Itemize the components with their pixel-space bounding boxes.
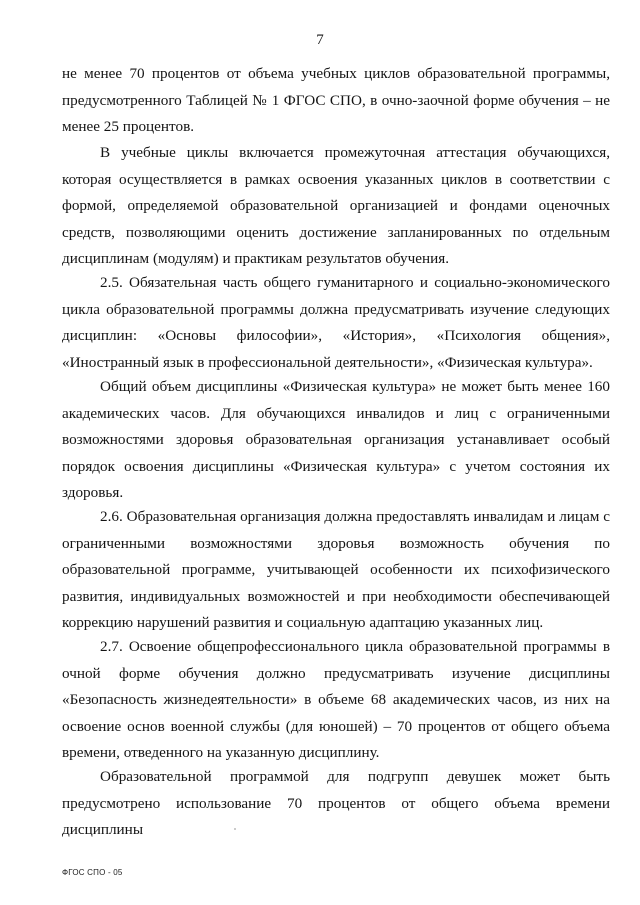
paragraph-text: не менее 70 процентов от объема учебных циклов образовательной программы, предусмотренного Таблицей № 1 ФГОС СПО, в очно-заочной форме обучения – не менее 25 процентов. [62,65,610,136]
footer-doc-code: ФГОС СПО - 05 [62,868,123,877]
paragraph-text: Образовательной программой для подгрупп девушек может быть предусмотрено использование 70 процентов от общего объема времени дисциплины [62,768,610,839]
paragraph-girls-subgroups [62,764,610,844]
paragraph-text: Общий объем дисциплины «Физическая культура» не может быть менее 160 академических часов. Для обучающихся инвалидов и лиц с ограниченными возможностями здоровья образовательная организация устанавливает особый порядок освоения дисциплины «Физическая культура» с учетом состояния их здоровья. [62,378,610,502]
paragraph-2-6 [62,504,610,637]
page-number: 7 [316,32,324,48]
scan-speck [234,828,236,830]
paragraph-2-7 [62,634,610,767]
paragraph-continuation [62,61,610,141]
paragraph-text: 2.6. Образовательная организация должна предоставлять инвалидам и лицам с ограниченными возможностями здоровья возможность обучения по образовательной программе, учитывающей особенности их психофизического развития, индивидуальных возможностей и при необходимости обеспечивающей коррекцию нарушений развития и социальную адаптацию указанных лиц. [62,508,610,632]
paragraph-text: В учебные циклы включается промежуточная аттестация обучающихся, которая осуществляется в рамках освоения указанных циклов в соответствии с формой, определяемой образовательной организацией и фондами оценочных средств, позволяющими оценить достижение запланированных по отдельным дисциплинам (модулям) и практикам результатов обучения. [62,144,610,268]
paragraph-text: 2.7. Освоение общепрофессионального цикла образовательной программы в очной форме обучения должно предусматривать изучение дисциплины «Безопасность жизнедеятельности» в объеме 68 академических часов, из них на освоение основ военной службы (для юношей) – 70 процентов от общего объема времени, отведенного на указанную дисциплину. [62,638,610,762]
paragraph-physical-culture [62,374,610,507]
paragraph-text: 2.5. Обязательная часть общего гуманитарного и социально-экономического цикла образовательной программы должна предусматривать изучение следующих дисциплин: «Основы философии», «История», «Психология общения», «Иностранный язык в профессиональной деятельности», «Физическая культура». [62,274,610,371]
paragraph-2-5 [62,270,610,376]
paragraph-intermediate-attestation [62,140,610,273]
